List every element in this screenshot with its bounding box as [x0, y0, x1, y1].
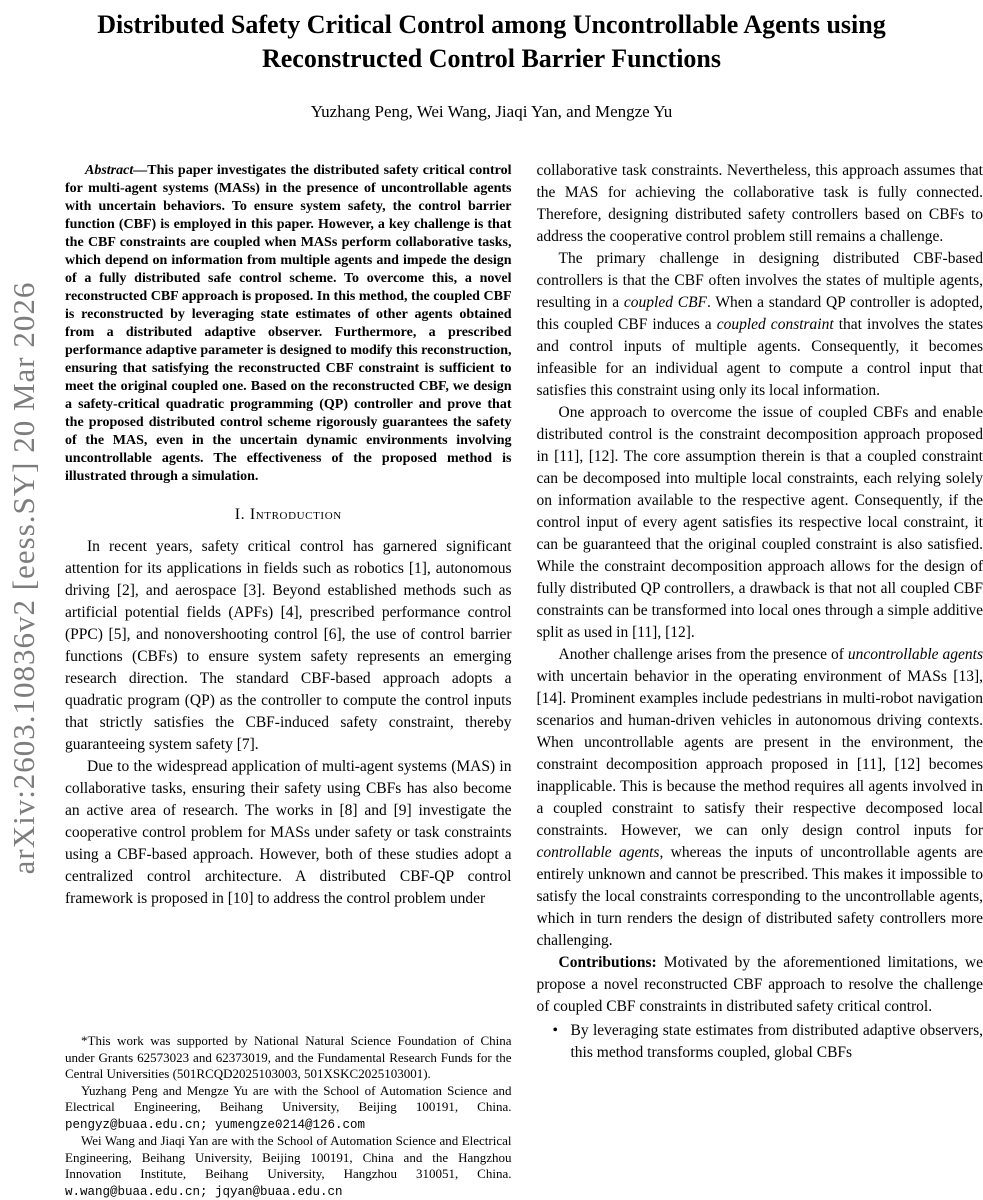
- abstract-text: This paper investigates the distributed safety critical control for multi-agent systems (MASs) in the presence of uncontrollable agents with uncertain behaviors. To ensure system safety, the control barrier function (CBF) is employed in this paper. However, a key challenge is that the CBF constraints are coupled when MASs perform collaborative tasks, which depend on information from multiple agents and impede the design of a fully distributed safe control scheme. To overcome this, a novel reconstructed CBF approach is proposed. In this method, the coupled CBF is reconstructed by leveraging state estimates of other agents obtained from a distributed adaptive observer. Furthermore, a prescribed performance adaptive parameter is designed to modify this reconstruction, ensuring that satisfying the reconstructed CBF constraint is sufficient to meet the original coupled one. Based on the reconstructed CBF, we design a safety-critical quadratic programming (QP) controller and prove that the proposed distributed control scheme rigorously guarantees the safety of the MAS, even in the uncertain dynamic environments involving uncontrollable agents. The effectiveness of the proposed method is illustrated through a simulation.: [65, 163, 512, 484]
- title-line-1: Distributed Safety Critical Control among Uncontrollable Agents using: [97, 10, 886, 39]
- paragraph-continuation: collaborative task constraints. Nevertheless, this approach assumes that the MAS for achieving the collaborative task is fully connected. Therefore, designing distributed safety controllers based on CBFs to address the cooperative control problem still remains a challenge.: [536, 162, 983, 245]
- paragraph-uncontrollable-s1: Another challenge arises from the presence of: [558, 646, 848, 663]
- emphasis-controllable-agents: controllable agents: [536, 844, 660, 861]
- emphasis-coupled-cbf: coupled CBF: [623, 294, 708, 311]
- abstract: [65, 160, 512, 486]
- paragraph-contributions: [537, 952, 983, 1018]
- paragraph-uncontrollable-s2: with uncertain behavior in the operating environment of MASs [13], [14]. Prominent examples include pedestrians in multi-robot navigation scenarios and human-driven vehicles in autonomous driving contexts. When uncontrollable agents are present in the environment, the constraint decomposition approach proposed in [11], [12] becomes inapplicable. This is because the method requires all agents involved in a coupled constraint to satisfy their respective decomposed local constraints. However, we can only design control inputs for: [536, 668, 983, 839]
- emphasis-uncontrollable-agents: uncontrollable agents: [847, 646, 983, 663]
- contributions-label: Contributions:: [558, 954, 657, 971]
- paragraph-coupled-cbf-s1: The primary challenge in designing distributed CBF-based controllers is that the CBF often involves the states of multiple agents, resulting in a: [536, 250, 983, 311]
- paragraph-coupled-cbf-s2: . When a standard QP controller is adopted, this coupled CBF induces a: [536, 294, 983, 333]
- paragraph-uncontrollable-s3: , whereas the inputs of uncontrollable agents are entirely unknown and cannot be prescribed. This makes it impossible to satisfy the local constraints corresponding to the uncontrollable agents, which in turn renders the design of distributed safety controllers more challenging.: [536, 844, 983, 949]
- footnote-funding: *This work was supported by National Natural Science Foundation of China under Grants 62573023 and 62373019, and the Fundamental Research Funds for the Central Universities (501RCQD2025103003, 501XSKC2025103001).: [65, 1033, 512, 1081]
- paper-title: [0, 0, 983, 76]
- two-column-body: [0, 160, 983, 1200]
- abstract-label: Abstract—: [85, 163, 148, 178]
- authors-line: Yuzhang Peng, Wei Wang, Jiaqi Yan, and Mengze Yu: [310, 101, 673, 121]
- emphasis-coupled-constraint: coupled constraint: [716, 316, 834, 333]
- contribution-bullet-1: [537, 1020, 983, 1064]
- section-heading-introduction: I. Introduction: [234, 506, 342, 523]
- arxiv-watermark: [6, 282, 42, 875]
- footnote-affiliation-2: [65, 1133, 512, 1200]
- footnote-email-1: pengyz@buaa.edu.cn; yumengze0214@126.com: [65, 1117, 366, 1132]
- footnote-email-2: w.wang@buaa.edu.cn; jqyan@buaa.edu.cn: [65, 1184, 343, 1199]
- footnote-affiliation-1-text: Yuzhang Peng and Mengze Yu are with the School of Automation Science and Electrical Engineering, Beihang University, Beijing 100191, China.: [65, 1082, 512, 1114]
- left-column: [65, 160, 512, 1200]
- paragraph-coupled-cbf-s3: that involves the states and control inputs of multiple agents. Consequently, it becomes infeasible for an individual agent to compute a control input that satisfies this constraint using only its local information.: [536, 316, 983, 399]
- arxiv-id-text: arXiv:2603.10836v2 [eess.SY] 20 Mar 2026: [6, 281, 41, 875]
- paragraph-decomposition: One approach to overcome the issue of coupled CBFs and enable distributed control is the constraint decomposition approach proposed in [11], [12]. The core assumption therein is that a coupled constraint can be decomposed into multiple local constraints, each relying solely on information available to the respective agent. Consequently, if the control input of every agent satisfies its respective local constraint, it can be guaranteed that the original coupled constraint is also satisfied. While the constraint decomposition approach allows for the design of fully distributed QP controllers, a drawback is that not all coupled CBF constraints can be transformed into local ones through a simple additive split as used in [11], [12].: [536, 404, 983, 641]
- intro-paragraph-2: Due to the widespread application of multi-agent systems (MAS) in collaborative tasks, ensuring their safety using CBFs has also become an active area of research. The works in [8] and [9] investigate the cooperative control problem for MASs under safety or task constraints using a CBF-based approach. However, both of these studies adopt a centralized control architecture. A distributed CBF-QP control framework is proposed in [10] to address the control problem under: [65, 758, 512, 907]
- footnote-affiliation-2-text: Wei Wang and Jiaqi Yan are with the School of Automation Science and Electrical Engineering, Beihang University, Beijing 100191, China and the Hangzhou Innovation Institute, Beihang University, Hangzhou 310051, China.: [65, 1133, 512, 1181]
- footnote-affiliation-1: [65, 1083, 512, 1134]
- title-line-2: Reconstructed Control Barrier Functions: [261, 43, 722, 73]
- right-column: [537, 160, 983, 1200]
- footnotes-block: [65, 1025, 512, 1200]
- paragraph-coupled-cbf: [537, 248, 983, 402]
- paragraph-contributions-text: Motivated by the aforementioned limitations, we propose a novel reconstructed CBF approach to resolve the challenge of coupled CBF constraints in distributed safety critical control.: [536, 954, 983, 1015]
- intro-paragraph-1: In recent years, safety critical control has garnered significant attention for its applications in fields such as robotics [1], autonomous driving [2], and aerospace [3]. Beyond established methods such as artificial potential fields (APFs) [4], prescribed performance control (PPC) [5], and nonovershooting control [6], the use of control barrier functions (CBFs) to ensure system safety represents an emerging research direction. The standard CBF-based approach adopts a quadratic program (QP) as the controller to compute the control inputs that strictly satisfies the CBF-induced safety constraint, thereby guaranteeing system safety [7].: [65, 538, 512, 753]
- paragraph-uncontrollable-agents: [537, 644, 983, 952]
- contribution-bullet-1-text: By leveraging state estimates from distributed adaptive observers, this method transforms coupled, global CBFs: [570, 1022, 983, 1061]
- paper-header: [0, 0, 983, 160]
- bullet-marker: •: [552, 1022, 558, 1039]
